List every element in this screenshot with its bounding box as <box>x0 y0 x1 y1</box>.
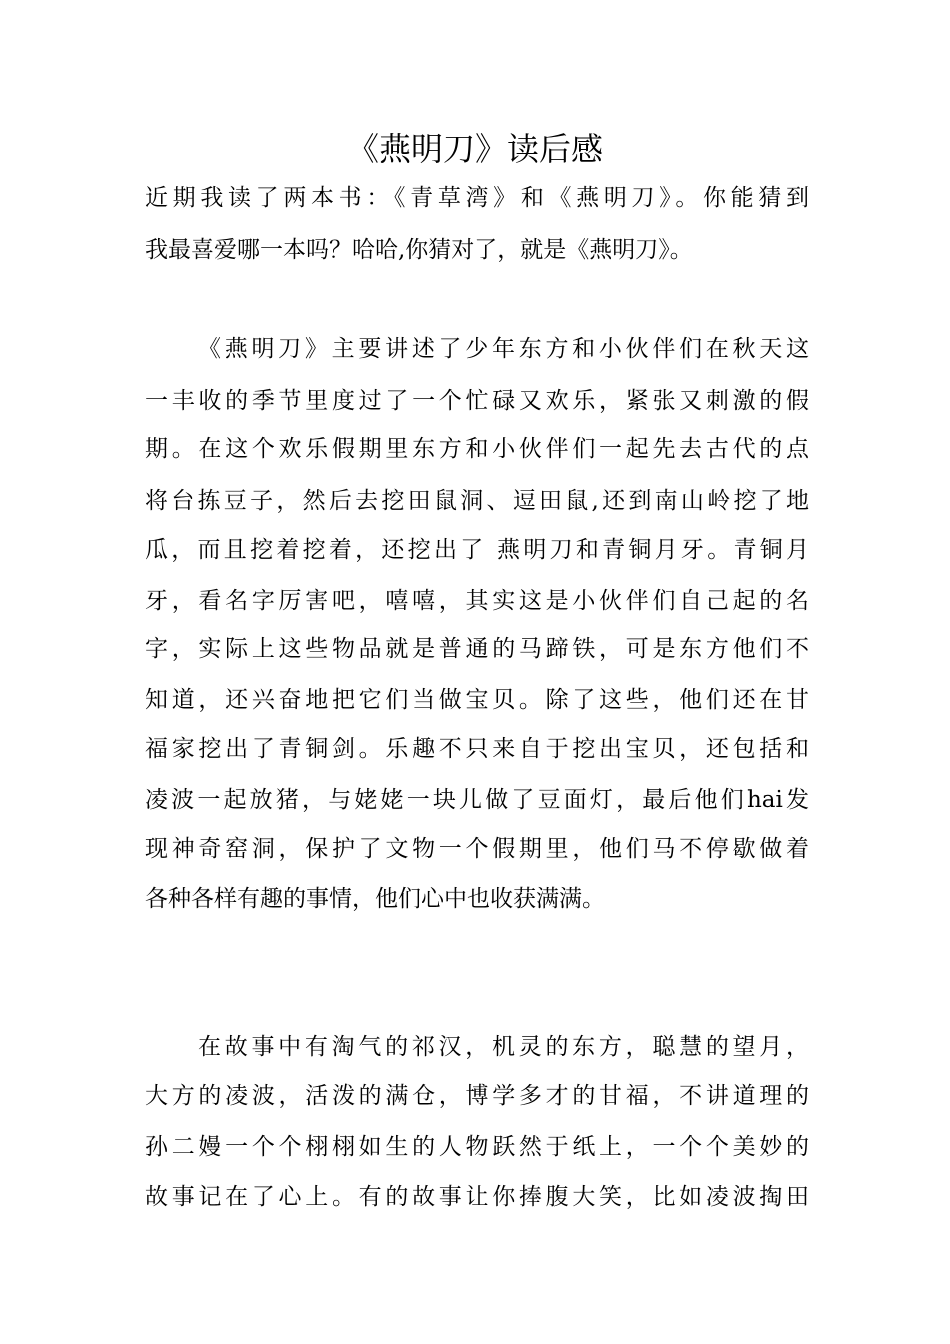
text-line: 故事记在了心上。有的故事让你捧腹大笑，比如凌波掏田 <box>145 1184 809 1210</box>
text-line: 知道，还兴奋地把它们当做宝贝。除了这些，他们还在甘 <box>145 687 809 713</box>
text-line: 孙二嫚一个个栩栩如生的人物跃然于纸上，一个个美妙的 <box>145 1134 809 1160</box>
document-title: 《燕明刀》读后感 <box>346 130 603 168</box>
text-line: 瓜，而且挖着挖着，还挖出了 燕明刀和青铜月牙。青铜月 <box>145 537 809 563</box>
text-line: 各种各样有趣的事情，他们心中也收获满满。 <box>145 886 605 912</box>
text-line: 近期我读了两本书：《青草湾》和《燕明刀》。你能猜到 <box>145 185 809 211</box>
text-line: 现神奇窑洞，保护了文物一个假期里，他们马不停歇做着 <box>145 836 809 862</box>
text-line: 我最喜爱哪一本吗？哈哈,你猜对了，就是《燕明刀》。 <box>145 237 693 263</box>
text-line: 字，实际上这些物品就是普通的马蹄铁，可是东方他们不 <box>145 636 809 662</box>
text-line: 《燕明刀》主要讲述了少年东方和小伙伴们在秋天这 <box>198 336 809 362</box>
text-line: 一丰收的季节里度过了一个忙碌又欢乐，紧张又刺激的假 <box>145 388 809 414</box>
text-line: 在故事中有淘气的祁汉，机灵的东方，聪慧的望月， <box>198 1034 809 1060</box>
text-line: 大方的凌波，活泼的满仓，博学多才的甘福，不讲道理的 <box>145 1083 809 1109</box>
text-line: 期。在这个欢乐假期里东方和小伙伴们一起先去古代的点 <box>145 436 809 462</box>
text-line: 福家挖出了青铜剑。乐趣不只来自于挖出宝贝，还包括和 <box>145 736 809 762</box>
text-line: 牙，看名字厉害吧，嘻嘻，其实这是小伙伴们自己起的名 <box>145 588 809 614</box>
text-line: 将台拣豆子，然后去挖田鼠洞、逗田鼠,还到南山岭挖了地 <box>145 488 809 514</box>
text-line: 凌波一起放猪，与姥姥一块儿做了豆面灯，最后他们hai发 <box>145 787 809 813</box>
